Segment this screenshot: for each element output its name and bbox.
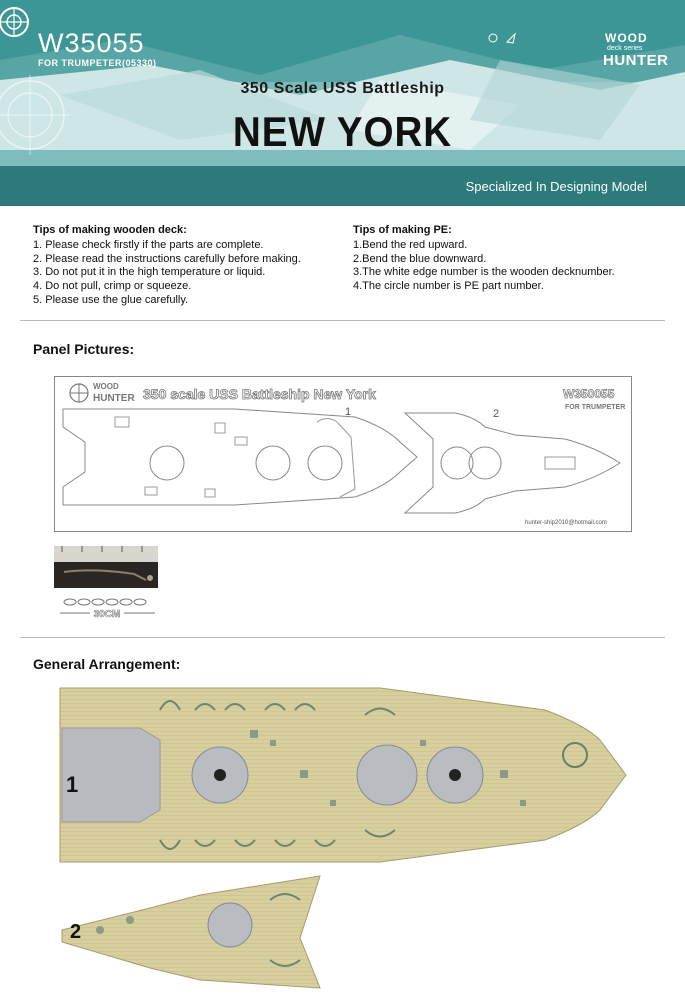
pe-tip-1: 1.Bend the red upward.	[353, 238, 468, 251]
turret-center	[449, 769, 461, 781]
sheet-email: hunter-ship2010@hotmail.com	[525, 520, 607, 526]
divider	[20, 637, 665, 638]
turret-center	[214, 769, 226, 781]
wood-tip-5: 5. Please use the glue carefully.	[33, 293, 189, 306]
brand-bottom: HUNTER	[603, 52, 669, 69]
pe-tip-2: 2.Bend the blue downward.	[353, 252, 487, 265]
sheet-title: 350 scale USS Battleship New York	[143, 386, 376, 402]
pe-tips	[353, 224, 615, 294]
brand-top: WOOD	[605, 31, 648, 45]
turret-ring	[208, 903, 252, 947]
wood-tip-2: 2. Please read the instructions carefully before making.	[33, 252, 301, 265]
wood-tips-heading: Tips of making wooden deck:	[33, 224, 187, 236]
brand-mid: deck series	[607, 45, 643, 52]
product-code: W35055	[38, 28, 145, 58]
pe-tip-3: 3.The white edge number is the wooden decknumber.	[353, 266, 615, 279]
panel-sheet	[54, 376, 632, 532]
pe-tips-heading: Tips of making PE:	[353, 224, 452, 236]
sheet-part-2-label: 2	[493, 408, 500, 420]
panel-pictures-heading: Panel Pictures:	[33, 341, 135, 357]
tagline: Specialized In Designing Model	[465, 179, 647, 194]
wood-tip-3: 3. Do not put it in the high temperature or liquid.	[33, 266, 266, 279]
general-arrangement-heading: General Arrangement:	[33, 656, 181, 672]
turret-ring	[357, 745, 417, 805]
wood-hunter-logo	[0, 0, 80, 44]
pe-tip-4: 4.The circle number is PE part number.	[353, 280, 544, 293]
page-title: NEW YORK	[232, 108, 453, 155]
scale-bar	[60, 596, 160, 618]
compatibility-text: FOR TRUMPETER(05330)	[38, 58, 157, 68]
subtitle: 350 Scale USS Battleship	[240, 80, 445, 97]
divider	[20, 320, 665, 321]
wood-deck-tips	[33, 224, 301, 308]
sheet-code: W350055	[563, 387, 615, 401]
scale-label: 30CM	[93, 609, 121, 618]
header-banner	[0, 0, 685, 206]
sheet-brand-top: WOOD	[93, 382, 119, 391]
wood-tip-4: 4. Do not pull, crimp or squeeze.	[33, 280, 192, 293]
sheet-part-1-label: 1	[345, 406, 352, 418]
ruler-photo	[54, 546, 158, 588]
panel-sheet-drawing	[55, 377, 631, 531]
arrangement-label-1: 1	[66, 772, 79, 797]
arrangement-label-2: 2	[70, 921, 82, 943]
wood-tip-1: 1. Please check firstly if the parts are complete.	[33, 238, 264, 251]
sheet-for: FOR TRUMPETER	[565, 404, 626, 411]
sheet-brand-bottom: HUNTER	[93, 393, 135, 404]
general-arrangement-drawing	[0, 680, 685, 1000]
ruler-image	[54, 546, 158, 588]
